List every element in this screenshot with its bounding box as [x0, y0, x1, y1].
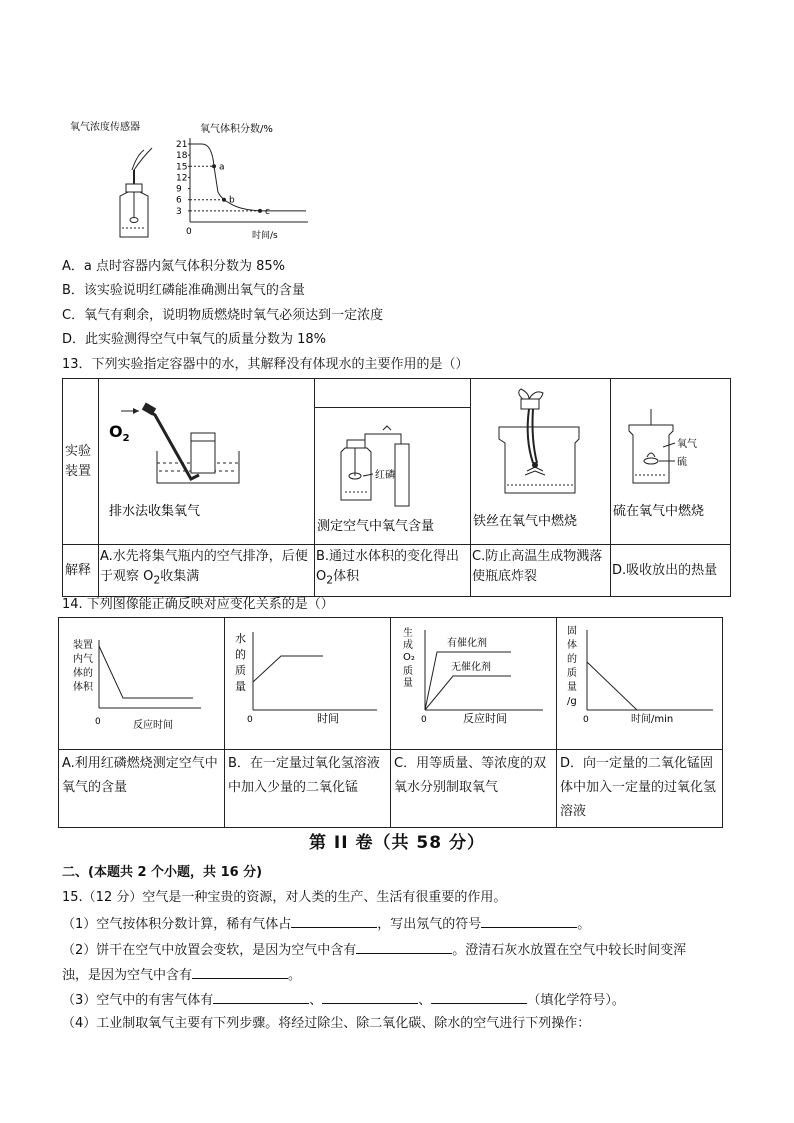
- q12-option-a: A．a 点时容器内氮气体积分数为 85%: [62, 259, 286, 274]
- svg-text:体: 体: [567, 640, 577, 651]
- answer-blank-6[interactable]: [322, 990, 418, 1004]
- svg-text:时间/min: 时间/min: [631, 714, 674, 725]
- oxygen-curve-line: [190, 144, 306, 211]
- answer-blank-2[interactable]: [481, 914, 577, 928]
- phosphorus-label: 红磷: [375, 470, 395, 481]
- q13-explanation-2: B.通过水体积的变化得出 $O_2$体积: [315, 545, 471, 597]
- caption-2: 测定空气中氧气含量: [317, 519, 435, 534]
- iron-burning-svg: [471, 379, 611, 537]
- q15-part1: （1）空气按体积分数计算，稀有气体占 ，写出氖气的符号 。: [62, 914, 590, 934]
- q15-part4: （4）工业制取氧气主要有下列步骤。将经过除尘、除二氧化碳、除水的空气进行下列操作：: [62, 1016, 591, 1031]
- y-tick-label: 15: [176, 162, 188, 173]
- point-label-c: c: [265, 206, 270, 217]
- origin-label: 0: [186, 227, 192, 237]
- q14-graph-c: [391, 618, 557, 750]
- graph-d-svg: [557, 618, 723, 742]
- q13-row2-header: 解释: [63, 545, 99, 597]
- y-tick-label: 9: [176, 184, 182, 195]
- svg-text:固: 固: [567, 626, 577, 637]
- svg-text:体的: 体的: [73, 668, 93, 679]
- svg-text:反应时间: 反应时间: [463, 712, 507, 725]
- q14-option-b: B．在一定量过氧化氢溶液中加入少量的二氧化锰: [225, 750, 391, 828]
- q14-table: [58, 617, 723, 828]
- y-tick-label: 6: [176, 195, 182, 206]
- answer-blank-1[interactable]: [291, 914, 377, 928]
- answer-blank-7[interactable]: [431, 990, 527, 1004]
- svg-text:水: 水: [235, 632, 246, 645]
- answer-blank-3[interactable]: [356, 940, 452, 954]
- section-title: 第 II 卷（共 58 分）: [309, 833, 485, 853]
- q13-explanation-4: D.吸收放出的热量: [611, 545, 731, 597]
- section-heading: 二、(本题共 2 个小题，共 16 分): [62, 865, 263, 880]
- q15-intro: 15.（12 分）空气是一种宝贵的资源，对人类的生产、生活有很重要的作用。: [62, 890, 507, 905]
- caption-4: 硫在氧气中燃烧: [613, 504, 705, 519]
- y-axis-label: 氧气体积分数/%: [200, 124, 273, 135]
- q12-figure: [62, 110, 322, 245]
- caption-3: 铁丝在氧气中燃烧: [473, 514, 578, 529]
- sensor-label: 氧气浓度传感器: [70, 122, 140, 133]
- y-tick-label: 12: [176, 173, 188, 184]
- point-c: [258, 209, 262, 213]
- svg-text:体积: 体积: [73, 682, 93, 693]
- sensor-wire-icon: [132, 148, 152, 170]
- svg-text:量: 量: [403, 678, 413, 689]
- svg-text:反应时间: 反应时间: [133, 720, 173, 731]
- svg-text:无催化剂: 无催化剂: [451, 662, 491, 673]
- svg-text:量: 量: [567, 682, 577, 693]
- q13-apparatus-4: [611, 379, 731, 545]
- svg-text:的: 的: [235, 648, 246, 661]
- answer-blank-4[interactable]: [192, 965, 288, 979]
- x-axis-label: 时间/s: [252, 231, 278, 241]
- svg-text:O₂: O₂: [403, 652, 415, 663]
- y-tick-label: 21: [176, 140, 188, 150]
- svg-text:/g: /g: [567, 696, 577, 707]
- water-collection-svg: [99, 379, 315, 537]
- svg-text:内气: 内气: [73, 654, 93, 665]
- oxygen-curve: [190, 144, 306, 217]
- point-b: [222, 198, 226, 202]
- svg-text:的: 的: [567, 654, 577, 665]
- q12-svg: [62, 110, 322, 245]
- graph-b-svg: [225, 618, 391, 742]
- svg-text:0: 0: [421, 715, 427, 725]
- q12-option-b: B．该实验说明红磷能准确测出氧气的含量: [62, 283, 305, 298]
- svg-text:质: 质: [235, 664, 246, 677]
- q14-graph-b: [225, 618, 391, 750]
- o2-label: $O_2$: [109, 422, 130, 444]
- svg-text:生: 生: [403, 628, 413, 639]
- y-tick-label: 18: [176, 151, 188, 162]
- answer-blank-5[interactable]: [213, 990, 309, 1004]
- q15-part3: （3）空气中的有害气体有 、 、 （填化学符号）。: [62, 990, 625, 1010]
- q13-stem: 13．下列实验指定容器中的水，其解释没有体现水的主要作用的是（）: [62, 357, 469, 372]
- sulfur-label: 硫: [677, 457, 687, 468]
- graph-c-svg: [391, 618, 557, 742]
- q13-row1-header: 实验装置: [63, 379, 99, 545]
- point-a: [212, 164, 216, 168]
- stopper-icon: [126, 184, 142, 192]
- point-label-a: a: [219, 162, 225, 173]
- svg-text:成: 成: [403, 640, 413, 651]
- q15-part2-cont: 浊，是因为空气中含有 。: [62, 965, 301, 985]
- q14-stem: 14. 下列图像能正确反映对应变化关系的是（）: [62, 597, 334, 612]
- sulfur-burning-svg: [611, 379, 731, 537]
- q14-graph-d: [557, 618, 723, 750]
- svg-text:有催化剂: 有催化剂: [447, 638, 487, 649]
- q13-table: [62, 378, 731, 597]
- oxygen-measure-svg: [315, 408, 471, 536]
- q14-option-a: A.利用红磷燃烧测定空气中氧气的含量: [59, 750, 225, 828]
- svg-text:质: 质: [567, 668, 577, 679]
- oxygen-label: 氧气: [677, 439, 697, 450]
- svg-text:量: 量: [235, 680, 246, 693]
- y-tick-label: 3: [176, 206, 182, 217]
- graph-a-svg: [59, 618, 225, 742]
- q12-option-d: D．此实验测得空气中氧气的质量分数为 18%: [62, 332, 327, 347]
- svg-text:时间: 时间: [317, 712, 339, 725]
- svg-text:0: 0: [247, 715, 253, 725]
- q13-apparatus-3: [471, 379, 611, 545]
- q14-option-c: C．用等质量、等浓度的双氧水分别制取氧气: [391, 750, 557, 828]
- svg-text:0: 0: [583, 715, 589, 725]
- q15-part2: （2）饼干在空气中放置会变软，是因为空气中含有 。澄清石灰水放置在空气中较长时间变浑: [62, 940, 686, 960]
- svg-text:0: 0: [95, 717, 101, 727]
- svg-text:质: 质: [403, 666, 413, 677]
- q14-graph-a: [59, 618, 225, 750]
- q13-apparatus-1: [99, 379, 315, 545]
- q13-apparatus-2: [315, 379, 471, 545]
- q14-option-d: D．向一定量的二氧化锰固体中加入一定量的过氧化氢溶液: [557, 750, 723, 828]
- svg-text:装置: 装置: [73, 640, 93, 651]
- q13-explanation-3: C.防止高温生成物溅落使瓶底炸裂: [471, 545, 611, 597]
- point-label-b: b: [229, 195, 235, 206]
- y-ticks: [176, 140, 190, 217]
- caption-1: 排水法收集氧气: [109, 504, 201, 519]
- q13-explanation-1: A.水先将集气瓶内的空气排净，后便于观察 $O_2$收集满: [99, 545, 315, 597]
- q12-option-c: C．氧气有剩余，说明物质燃烧时氧气必须达到一定浓度: [62, 308, 384, 323]
